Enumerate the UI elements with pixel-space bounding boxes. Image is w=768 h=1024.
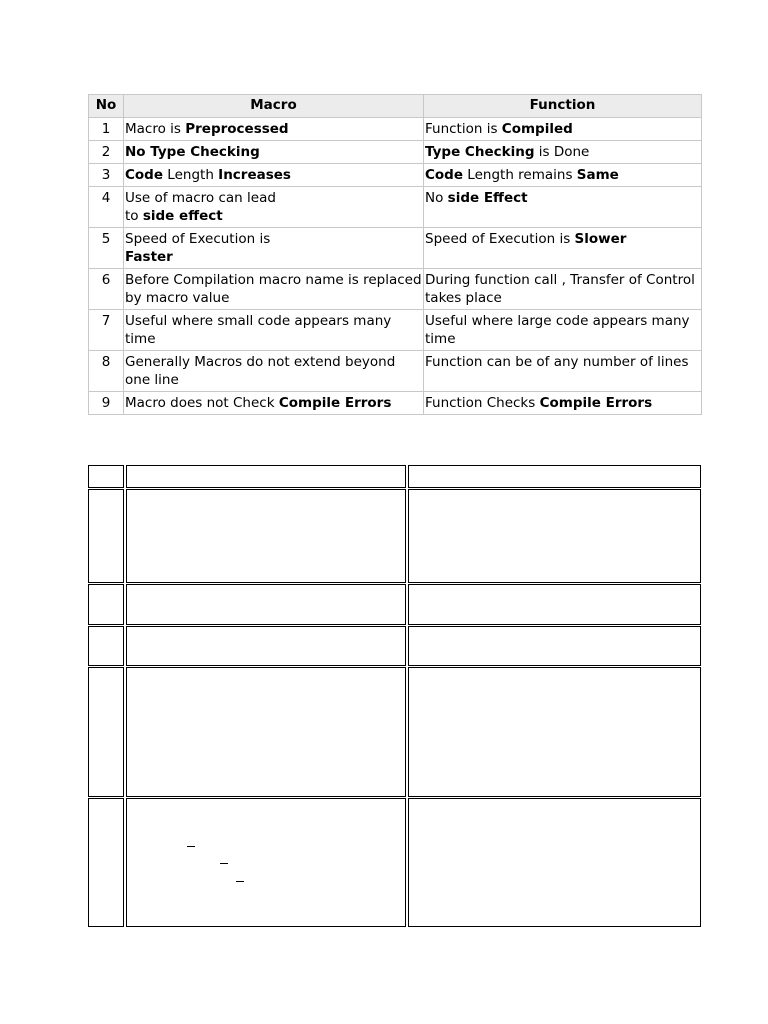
table-row xyxy=(89,118,702,141)
macro-cell xyxy=(124,141,424,164)
row-number: 6 xyxy=(89,269,124,310)
function-cell xyxy=(424,310,702,351)
table-row xyxy=(89,310,702,351)
text-segment: No xyxy=(425,190,448,206)
function-cell xyxy=(424,269,702,310)
bold-term: No Type Checking xyxy=(125,144,260,160)
blank-cell xyxy=(126,489,406,583)
header-macro: Macro xyxy=(124,95,424,118)
bold-term: Faster xyxy=(125,249,173,265)
bold-term: Increases xyxy=(218,167,291,183)
bold-term: Code xyxy=(125,167,164,183)
macro-function-table xyxy=(88,94,702,415)
row-number: 1 xyxy=(89,118,124,141)
table-row xyxy=(89,141,702,164)
function-cell xyxy=(424,228,702,269)
macro-cell xyxy=(124,118,424,141)
text-segment: Use of macro can lead xyxy=(125,190,276,206)
text-segment: Useful where small code appears many time xyxy=(125,313,392,347)
text-segment: Function is xyxy=(425,121,502,137)
text-segment: Macro is xyxy=(125,121,186,137)
macro-cell xyxy=(124,310,424,351)
stray-dash-mark xyxy=(220,863,228,864)
blank-cell xyxy=(88,798,124,927)
table-row xyxy=(89,269,702,310)
stray-dash-mark xyxy=(236,881,244,882)
bold-term: Compile Errors xyxy=(539,395,653,411)
row-number: 7 xyxy=(89,310,124,351)
table-row xyxy=(89,228,702,269)
function-cell xyxy=(424,164,702,187)
macro-cell xyxy=(124,269,424,310)
row-number: 8 xyxy=(89,351,124,392)
text-segment: Function Checks xyxy=(425,395,540,411)
text-segment: Speed of Execution is xyxy=(425,231,575,247)
blank-cell xyxy=(408,489,701,583)
blank-cell xyxy=(126,798,406,927)
blank-cell xyxy=(408,626,701,666)
blank-cell xyxy=(126,584,406,625)
function-cell xyxy=(424,141,702,164)
bold-term: Slower xyxy=(574,231,627,247)
row-number: 2 xyxy=(89,141,124,164)
text-segment: Before Compilation macro name is replaced by macro value xyxy=(125,272,422,306)
blank-cell xyxy=(88,465,124,488)
header-no: No xyxy=(89,95,124,118)
bold-term: Compiled xyxy=(501,121,573,137)
header-function: Function xyxy=(424,95,702,118)
blank-cell xyxy=(88,667,124,797)
bold-term: Type Checking xyxy=(425,144,535,160)
table-header-row xyxy=(89,95,702,118)
macro-cell xyxy=(124,392,424,415)
row-number: 3 xyxy=(89,164,124,187)
blank-cell xyxy=(408,798,701,927)
blank-cell xyxy=(126,667,406,797)
text-segment: Speed of Execution is xyxy=(125,231,271,247)
bold-term: Compile Errors xyxy=(278,395,392,411)
bold-term: side Effect xyxy=(447,190,528,206)
row-number: 5 xyxy=(89,228,124,269)
blank-cell xyxy=(88,489,124,583)
bold-term: Code xyxy=(425,167,464,183)
text-segment: Generally Macros do not extend beyond one line xyxy=(125,354,396,388)
bold-term: Same xyxy=(576,167,619,183)
blank-cell xyxy=(88,626,124,666)
blank-cell xyxy=(126,465,406,488)
table-row xyxy=(89,164,702,187)
stray-dash-mark xyxy=(187,846,195,847)
row-number: 4 xyxy=(89,187,124,228)
row-number: 9 xyxy=(89,392,124,415)
blank-cell xyxy=(408,465,701,488)
text-segment: During function call , Transfer of Control takes place xyxy=(425,272,695,306)
blank-cell xyxy=(126,626,406,666)
function-cell xyxy=(424,392,702,415)
blank-box-grid xyxy=(88,465,701,927)
macro-cell xyxy=(124,228,424,269)
bold-term: Preprocessed xyxy=(185,121,289,137)
bold-term: side effect xyxy=(142,208,223,224)
table-row xyxy=(89,351,702,392)
blank-cell xyxy=(88,584,124,625)
macro-cell xyxy=(124,164,424,187)
table-row xyxy=(89,392,702,415)
text-segment: Macro does not Check xyxy=(125,395,279,411)
blank-cell xyxy=(408,584,701,625)
macro-cell xyxy=(124,187,424,228)
table-row xyxy=(89,187,702,228)
blank-cell xyxy=(408,667,701,797)
function-cell xyxy=(424,351,702,392)
text-segment: Length remains xyxy=(463,167,577,183)
text-segment: to xyxy=(125,208,143,224)
function-cell xyxy=(424,187,702,228)
text-segment: Useful where large code appears many time xyxy=(425,313,690,347)
text-segment: Function can be of any number of lines xyxy=(425,354,689,370)
text-segment: is Done xyxy=(534,144,590,160)
macro-cell xyxy=(124,351,424,392)
text-segment: Length xyxy=(163,167,219,183)
function-cell xyxy=(424,118,702,141)
